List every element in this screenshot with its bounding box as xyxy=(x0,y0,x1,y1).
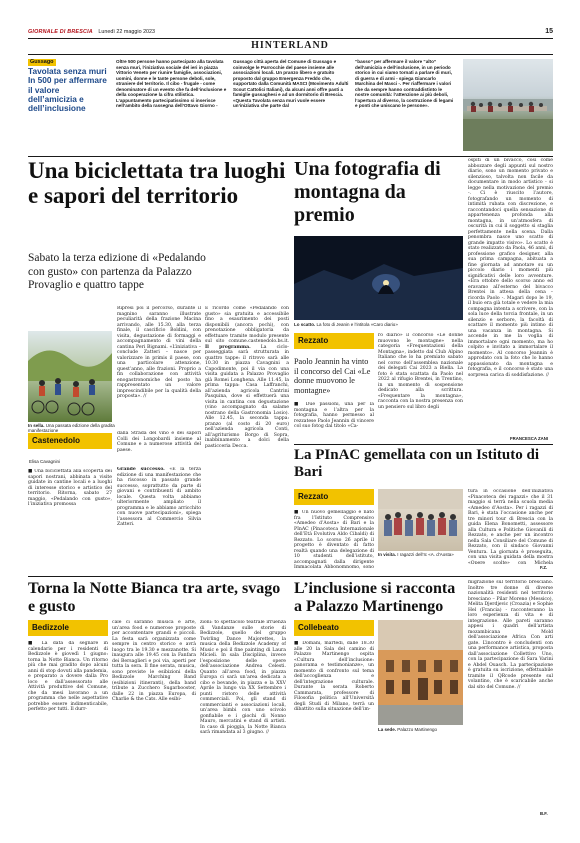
notte-tag: Bedizzole xyxy=(28,620,108,636)
bottom-rule xyxy=(28,576,553,577)
pinac-photo xyxy=(378,489,463,551)
top-col-2: Gussago città aperta del Comune di Gussago e coinvolge le Parrocchie del paese insieme alle associazioni locali. Un pranzo libero e gratuito proposto dal gruppo Emergenza Freddo che, supportato dalla Comunità MASCI (Movimento Adulti Scout Cattolici Italiani), da alcuni anni offre pasti a famiglie gussaghesi e ad un dormitorio di Brescia. «Questa Tavolata senza muri vuole essere un’iniziativa che parte dal xyxy=(233,59,349,108)
foto-caption xyxy=(294,322,463,327)
foto-caption-lead: Lo scatto. xyxy=(294,322,316,327)
bici-col-c-text: È ricordo come «Pedalando con gusto» sia gratuita e accessibile fino a esaurimento dei posti disponibili (ancora pochi), con prenotazione obbligatoria da effettuare tramite modulo presente sul sito comune.castenedolo.bs.it. xyxy=(205,306,289,344)
pinac-caption xyxy=(378,552,463,557)
bici-col-d-text: Ripresi poi il percorso, durante il magnino saranno illustrate peculiarità della frazione Macina arrivando, alle 15.30, alla terza finale, il cascificio Boldini, con visita, degustazione di formaggi e accompagnamento di vini della cantina Peri Bignami. «L’iniziativa – conclude Zatteri – nasce per valorizzare in primis il paese, con una particolare attenzione, quest’anno, alle frazioni. Proprio a fin collaborazione con attività enogastronomiche del posto ha rappresentato un valore imprescindibile per la qualità della proposta». // xyxy=(117,306,201,399)
issue-date: Lunedì 22 maggio 2023 xyxy=(98,29,156,35)
foto-tag: Rezzato xyxy=(294,333,374,349)
foto-col-b: ro diario» il concorso «Le donne muovono le montagne» nella categoria «Frequentazioni della Montagna», indetto dal Club Alpino Italiano che lo ha premiato sabato nel corso dell’assemblea nazionale dei delegati Cai 2023 a Biella. La foto è stata scattata da Paolo nel 2022 al rifugio Brentei, in Trentino, in un momento di sospensione dedicato alla scrittura. «Frequentare la montagna», racconta con la nostra presenza con un pensiero sul libro degli xyxy=(378,333,463,410)
masthead-rule xyxy=(28,38,553,39)
top-photo xyxy=(463,59,553,151)
inclusione-author: B.F. xyxy=(540,811,548,816)
pinac-author: F.Z. xyxy=(540,565,548,570)
inclusione-caption-text: Palazzo Martinengo xyxy=(396,727,438,732)
foto-headline: Una fotografia di montagna da premio xyxy=(294,158,441,226)
bici-col-b2-lead: Grande successo. xyxy=(117,467,165,472)
bici-photo xyxy=(28,331,112,422)
bici-caption-text: Una passata edizione della gradita manifestazione xyxy=(28,423,115,434)
bici-col-c2-text: La ciclo-passeggiata sarà strutturata in quattro tappe: il ritrovo sarà alle 10.30 in piazza Cavagnini a Capodimonte, poi il via con una visita guidata a Palazzo Provaglio già Romei Longhena. Alle 11.45, la prima tappa: Casa Laffranchi, all’azienda agricola Cantrini Pasquina, dove si effettuerà una visita in cantina con degustazione (vino accompagnato da salame nostrano della Gastronomia Losio). Alle 12.45, la seconda tappa: pranzo (al costo di 20 euro) nell’azienda agricola Conti, all’agriturismo Borgo di Sopra, inabbinamento a dolci della pasticceria Decca. xyxy=(205,344,289,449)
pinac-headline: La PInAC gemellata con un Istituto di Bari xyxy=(294,447,540,480)
section-title: HINTERLAND xyxy=(251,40,329,51)
bici-headline: Una biciclettata tra luoghi e sapori del territorio xyxy=(28,158,286,208)
foto-col-c: ospiti di un bivacco, così come abbozzare degli appunti sul nostro diario, sono un momento privato e silenzioso, talvolta non facile da documentare in modo artistico - si legge nella motivazione del premio -. Ci è riuscito l’autore, fotografando un momento di intimità rubata con discrezione, e raccontandoci quella sensazione di appartenenza profonda alla montagna, in un’atmosfera di oscurità in cui il soggetto si staglia perfettamente nella scena. Dalla penombra nasce uno scatto di grande impatto visivo». Lo scatto è stato realizzato da Paola, 46 anni, di professione grafico designer, alla sua prima campagna, abituata a fine giornata ad annotare su un piccolo diario i momenti più significativi delle loro avventure. «Era ottobre dello scorso anno ed eravamo all’esterno del bivacco Brentei in attesa della cena – ricorda Paolo -. Magari dopo le 19, il buio era già totale e vedere la mia compagna intenta a scrivere, con la sola luce della torcia frontale, in un silenzio e serbore, la facoltà di scattare il momento più intimo di una vacanza in montagna. Si accende in me la voglia di immortalare ogni momento, ma ho colpito e invitato a immortalare il momento». Al concorso Jeannin è approdato con la foto che lo hanno appassionato da montagna e fotografia, e il concorso è stato una sorpresa carica di soddisfazione. // xyxy=(468,158,553,378)
pinac-tag: Rezzato xyxy=(294,489,374,505)
section-rule xyxy=(28,54,553,55)
notte-col-a: ■ La data da segnare in calendario per i residenti di Bedizzole è giovedì 1 giugno: torna la Notte Bianca. Un ritorno più che mai gradito dopo alcuni anni di stop dovuti alla pandemia, e preparato a dovere dalla Pro loco e dall’assessorato alle Attività produttive del Comune, che da mesi lavorano a un programma che nelle aspettative potrebbe essere indimenticabile, perfetto per tutti. Il durr- xyxy=(28,641,108,712)
inclusione-headline: L’inclusione si racconta a Palazzo Martinengo xyxy=(294,580,456,615)
bici-author: Elisa Cavagnini xyxy=(29,459,61,464)
bici-caption-lead: In sella. xyxy=(28,423,45,428)
bici-subhead: Sabato la terza edizione di «Pedalando con gusto» con partenza da Palazzo Provaglio e quattro tappe xyxy=(28,252,206,291)
notte-col-b: cale ci saranno musica e arte, un’area food e numerose proposte per accontentare grandi e piccoli. La festa sarà organizzata come sempre in centro storico e avrà luogo tra le 19.30 e mezzanotte. Si inaugura alle 19.45 con la Fanfara dei Bersaglieri e poi via, aperti per tutta la sera. Il fine serata, musica, sono previste le esibizioni della Bedizzole Marching Band (esibizioni itineranti), della band tribute a Zucchero Sugarbooster, dalle 22 in piazza Europa, di Charlie & the Cats. Alle esibi- xyxy=(112,620,196,702)
notte-col-c: zioni: to spettacolo teatrale irruenza di Vandanze sulle storie di Bedizzole, quello del gruppo Twirling Dance Majorettes, la musica della Bedizzole Academy of Music e poi il fine painting di Laura Micieli. In sala Disciplina, invece l’esposizione delle opere dell’associazione Andrea Celesti. Quanto all’area food, in piazza Europa ci sarà un’area dedicata a cibo e bevande, in piazza e la XXV Aprile la lungo via XX Settembre i punti ristoro delle attività commerciali. Poi, gli stand di commercianti e associazioni locali, un’area bimbi con uno scivolo gonfiabile e i giochi di Nonno Mauro, mercatini e stand di artisti. In caso di pioggia, la Notte Bianca sarà rimandata al 3 giugno. // xyxy=(200,620,286,735)
inclusione-caption-lead: La sede. xyxy=(378,727,397,732)
top-col-3: “basso” per affermare il valore “alto” dell’amicizia e dell’inclusione, in un periodo storico in cui siamo tornati a parlare di muri, di guerra e di armi - spiega Giancarlo Marchina del Masci -. Per riaffermare i valori che da sempre hanno contraddistinto le nostre comunità: l’attenzione ai più deboli, l’apertura al diverso, la costruzione di legami e ponti che uniscano le persone». xyxy=(355,59,454,108)
paper-name: GIORNALE DI BRESCIA xyxy=(28,29,93,35)
foto-photo xyxy=(294,236,463,320)
foto-author: FRANCESCA ZANI xyxy=(510,436,549,441)
pinac-caption-lead: In visita. xyxy=(378,552,397,557)
notte-headline: Torna la Notte Bianca tra arte, svago e gusto xyxy=(28,580,281,615)
bici-col-b2-text: «È la terza edizione di una manifestazione che ha riscosso in passato grande successo, soprattutto da parte di giovani e contribuenti di ambito locale. Questa volta abbiamo ulteriormente ampliato il programma e le abbiamo arricchito con nuove partecipazioni», spiega l’assessora al Commercio Silvia Zatteri. xyxy=(117,467,201,527)
pinac-col-b: tura in occasione dell’iniziativa «Pinacoteca dei ragazzi» che il 31 maggio si terrà nella scuola media «Amedeo d’Aosta». Per i ragazzi di Bari, è stata l’occasione anche per tre minori tour di Brescia con la guida Elena Bonometti, assessore alla Cultura e Politiche Giovanili di Rezzato, e anche per un incontro nella Sala Consiliare del Comune di Rezzato, con il sindaco Giovanni Ventura. La giornata è proseguita, con una visita guidata della mostra «Opere scolte» con Michela xyxy=(468,489,553,564)
foto-caption-text: La foto di Jeanin e l’intitola «Caro diario» xyxy=(315,322,398,327)
bici-col-a: ■ Una biciclettata alla scoperta dei sapori nostrani, abbinata a visite guidate in cantine locali e a luoghi di interesse storico e artistico del territorio. Ritorna, sabato 27 maggio, «Pedalando con gusto», l’iniziativa promossa xyxy=(28,469,112,507)
bici-col-c-main xyxy=(205,306,289,555)
bici-col-c2-lead: Il programma. xyxy=(205,344,251,350)
bici-col-b2 xyxy=(117,467,201,555)
top-rule xyxy=(28,156,553,157)
top-headline: Tavolata senza muri In 500 per affermare il valore dell’amicizia e dell’inclusione xyxy=(28,66,107,114)
pinac-col-a: ■ Un nuovo gemellaggio è nato fra l’Istituto Comprensivo «Amedeo d’Aosta» di Bari e la PInAC (Pinacoteca Internazionale dell’Età Evolutiva Aldo Cibaldi) di Rezzato. Lo scorso 26 aprile il progetto è diventato di fatto realtà quando una delegazione di 10 studenti dell’istituto, accompagnati dalla dirigente Immacolata Abbonomnomo, sono xyxy=(294,510,374,570)
inclusione-tag: Collebeato xyxy=(294,620,374,636)
pinac-caption-text: I ragazzi dell’Ic «A. d’Aosta» xyxy=(396,552,454,557)
inclusione-col-a: ■ Domani, martedì, dalle 18.30 alle 20 la Sala del camino di Palazzo Martinengo ospita «Cultura dell’inclusione: panorama e testimonianze», un momento di confronto sul tema dell’accoglienza e dell’integrazione culturale. Durante la serata Roberto Cammarata, professore di Filosofia politica all’Università degli Studi di Milano, terrà un dibattito sulla situazione dell’im- xyxy=(294,641,374,712)
foto-subhead: Paolo Jeannin ha vinto il concorso del Cai «Le donne muovono le montagne» xyxy=(294,357,371,395)
foto-col-a: ■ Due passioni, una per la montagna e l’altra per la fotografia, hanno permesso al rezzatese Paolo Jeannin di vincere col suo fotog dal titolo «Ca- xyxy=(294,402,374,429)
masthead xyxy=(28,29,553,38)
inclusione-photo xyxy=(378,620,463,725)
inclusione-col-b: migrazione sul territorio bresciano. Inoltre tre donne di diverse nazionalità residenti nel territorio bresciano – Pilar Moreno (Messico), Melita Djerdjevic (Croazia) e Sophie Hel (Francia) - racconteranno la loro esperienza di vita e di integrazione. Alle pareti saranno appesi i quadri dell’artista mozambicana Mold dell’associazione Africa Con arti gate. L’incontro è concludenti con una performance artistica, proposta dall’associazione Collettivo Uno, con la partecipazione di Sara Varini e Abdel Ouasch. La partecipazione è gratuita su iscrizione, effettuabile tramite il QRcode presente sul volantino, che è scaricabile anche dal sito del Comune. // xyxy=(468,580,553,690)
pinac-rule xyxy=(294,444,553,445)
bici-tag: Castenedolo xyxy=(28,433,112,449)
top-tag: Gussago xyxy=(30,59,54,65)
bici-col-b: dalla Strada del vino e dei sapori Colli dei Longobardi insieme al Comune e a numerose attività del paese. xyxy=(117,431,201,453)
page-number: 15 xyxy=(545,28,553,35)
inclusione-caption xyxy=(378,727,463,732)
top-col-1: Oltre 500 persone hanno partecipato alla tavolata senza muri, l’iniziativa sociale del ieri in piazza Vittorio Veneto per riunire famiglie, associazioni, uomini, donne e le tante persone deboli, sole, straniere del territorio. Il cibo - frugale - come denominatore di un evento che fa dell’inclusione e della cooperazione la cifra stilistica. L’appuntamento partecipatissimo si inserisce nell’ambito della rassegna dell’Ottavo Giorno - xyxy=(116,59,227,108)
